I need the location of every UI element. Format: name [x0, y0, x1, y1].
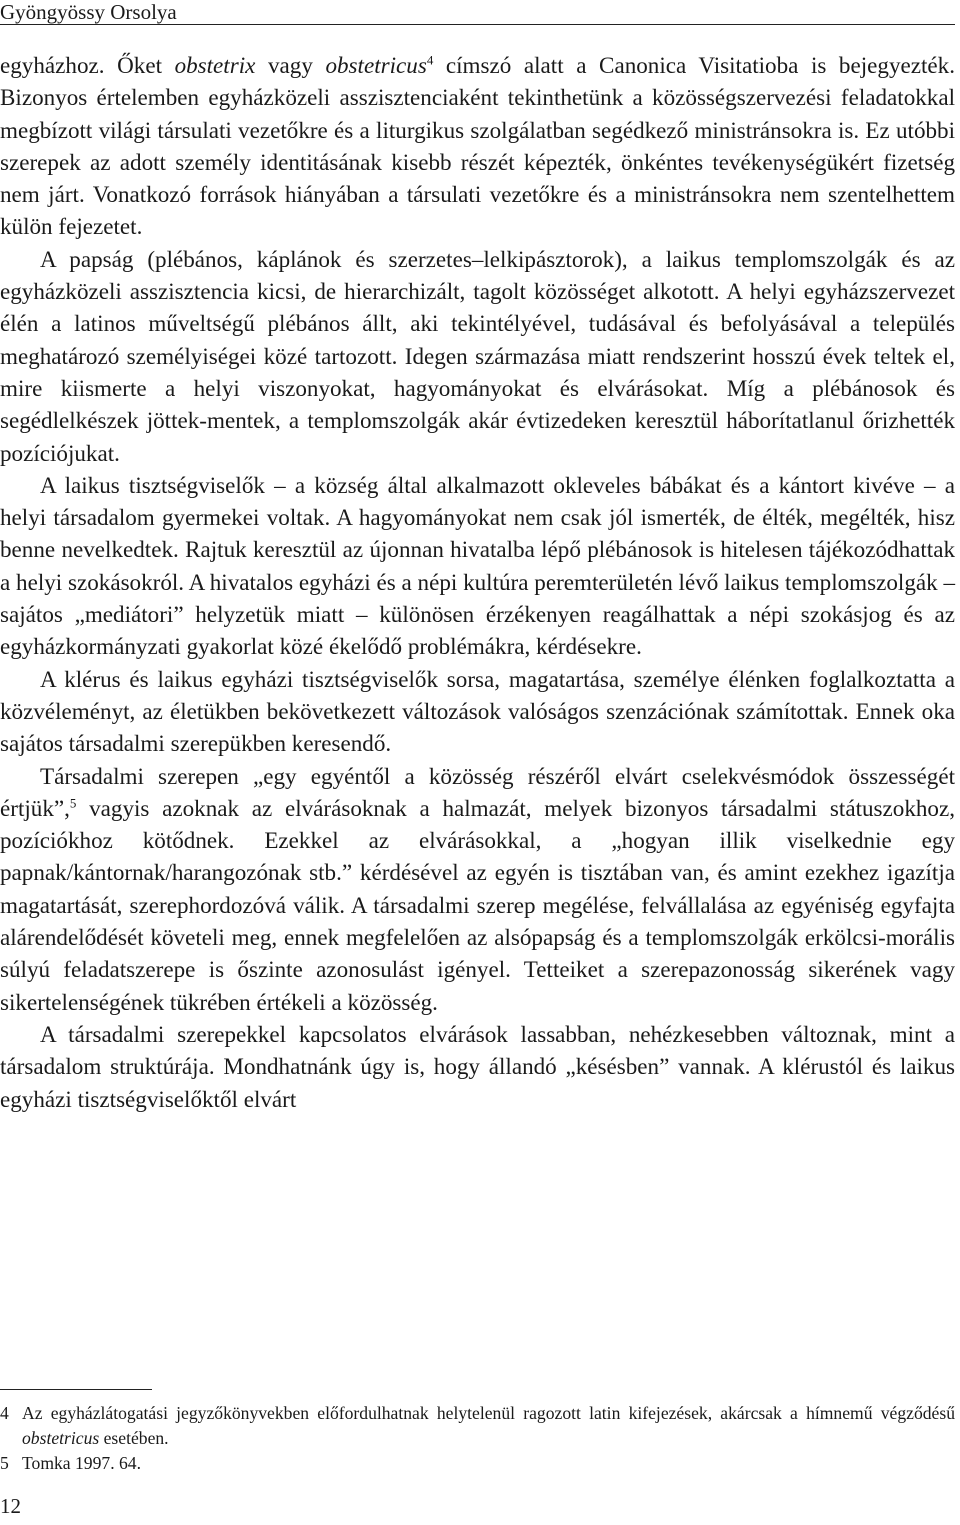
main-text: [0, 49, 955, 1115]
footnote-ref: 5: [69, 795, 77, 811]
paragraph-4: A klérus és laikus egyházi tisztségviselők sorsa, magatartása, személye élénken foglalkoztatta a közvéleményt, az életükben bekövetkezett változások valóságos szenzációnak számítottak. Ennek oka sajátos társadalmi szerepükben keresendő.: [0, 665, 955, 757]
italic-term: obstetricus: [325, 52, 427, 78]
italic-term: obstetricus: [22, 1428, 100, 1448]
italic-term: obstetrix: [174, 52, 256, 78]
footnotes: [0, 1401, 955, 1476]
page-number: 12: [0, 1494, 21, 1518]
footnote-ref: 4: [426, 52, 434, 68]
footnote-number: 5: [0, 1453, 9, 1473]
paragraph-3: A laikus tisztségviselők – a község által alkalmazott okleveles bábákat és a kántort kivéve – a helyi társadalom gyermekei voltak. A hagyományokat nem csak jól ismerték, de élték, megélték, hisz benne nevelkedtek. Rajtuk keresztül az újonnan hivatalba lépő plébánosok is hitelesen tájékozódhattak a helyi szokásokról. A hivatalos egyházi és a népi kultúra peremterületén lévő laikus templomszolgák – sajátos „mediátori” helyzetük miatt – különösen érzékenyen reagálhattak a népi szokásjog és az egyházkormányzati gyakorlat közé ékelődő problémákra, kérdésekre.: [0, 471, 955, 660]
footnote-number: 4: [0, 1403, 9, 1423]
author-name: Gyöngyössy Orsolya: [0, 0, 177, 24]
paragraph-6: A társadalmi szerepekkel kapcsolatos elvárások lassabban, nehézkesebben változnak, mint a társadalom struktúrája. Mondhatnánk úgy is, hogy állandó „késésben” vannak. A klérustól és laikus egyházi tisztségviselőktől elvárt: [0, 1020, 955, 1112]
footnote-4: 4 Az egyházlátogatási jegyzőkönyvekben előfordulhatnak helytelenül ragozott latin kifejezések, akárcsak a hímnemű végződésű obstetricus esetében.: [0, 1403, 955, 1448]
running-head: [0, 0, 955, 25]
paragraph-5: Társadalmi szerepen „egy egyéntől a közösség részéről elvárt cselekvésmódok összességét értjük”,$^5$ vagyis azoknak az elvárásoknak a halmazát, melyek bizonyos társadalmi státuszokhoz, pozíciókhoz kötődnek. Ezekkel az elvárásokkal, a „hogyan illik viselkednie egy papnak/kántornak/harangozónak stb.” kérdésével az egyén is tisztában van, és amint ezekhez igazítja magatartását, szerephordozóvá válik. A társadalmi szerep megélése, felvállalása az egyéniség egyfajta alárendelődését követeli meg, ennek megfelelően az alsópapság és a templomszolgák erkölcsi-morális súlyú feladatszerepe is őszinte azonosulást igényel. Tetteiket a szerepazonosság sikerének vagy sikertelenségének tükrében értékeli a közösség.: [0, 762, 955, 1015]
paragraph-2: A papság (plébános, káplánok és szerzetes–lelkipásztorok), a laikus templomszolgák és az egyházközeli asszisztencia kicsi, de hierarchizált, tagolt közösséget alkotott. A helyi egyházszervezet élén a latinos műveltségű plébános állt, aki tekintélyével, tudásával és befolyásával a település meghatározó személyiségei közé tartozott. Idegen származása miatt rendszerint hosszú évek teltek el, mire kiismerte a helyi viszonyokat, hagyományokat és elvárásokat. Míg a plébánosok és segédlelkészek jöttek-mentek, a templomszolgák akár évtizedeken keresztül háborítatlanul őrizhették pozíciójukat.: [0, 245, 955, 466]
footnote-5: 5 Tomka 1997. 64.: [0, 1451, 955, 1476]
footnote-divider: [0, 1389, 152, 1390]
paragraph-1: egyházhoz. Őket obstetrix vagy obstetricus$^4$ címszó alatt a Canonica Visitatioba is bejegyezték. Bizonyos értelemben egyházközeli asszisztenciaként tekinthetünk a közösségszervezési feladatokkal megbízott világi társulati vezetőkre és a liturgikus szolgálatban segédkező ministránsokra is. Ez utóbbi szerepek az adott személy identitásának kisebb részét képezték, önkéntes tevékenységükért fizetség nem járt. Vonatkozó források hiányában a társulati vezetőkre és a ministránsokra nem szentelhettem külön fejezetet.: [0, 52, 955, 240]
